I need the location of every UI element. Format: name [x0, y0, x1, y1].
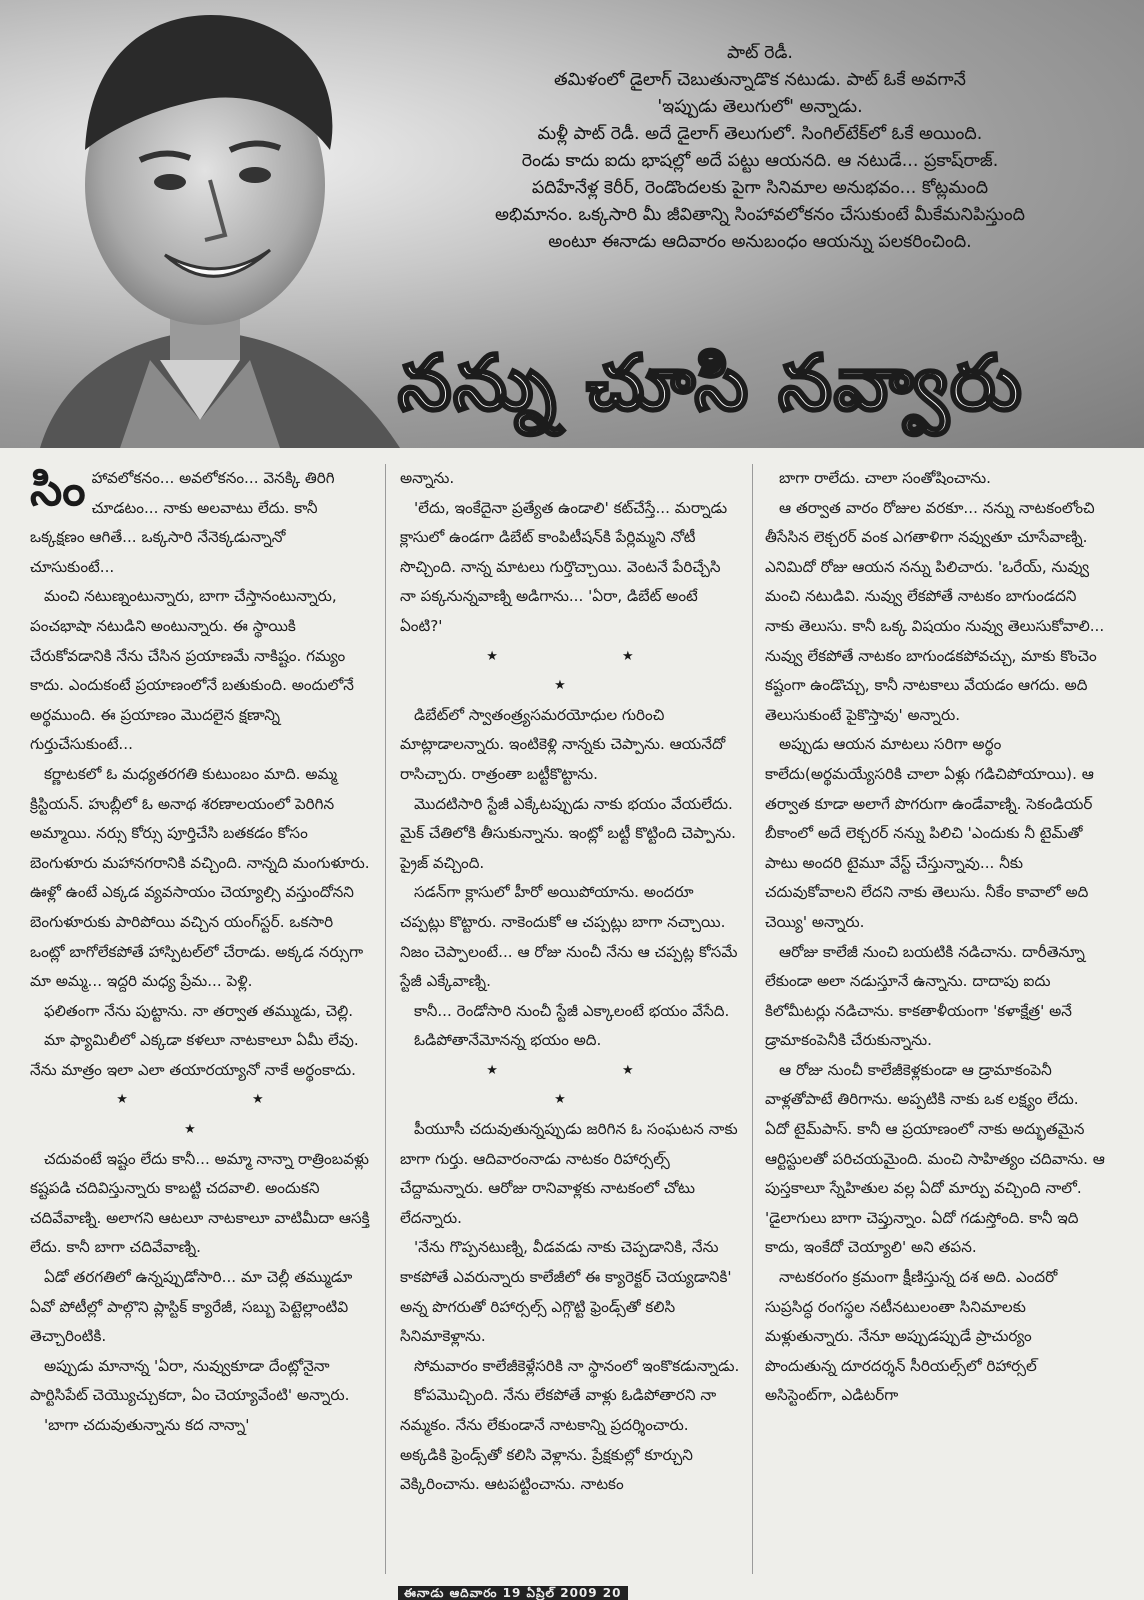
intro-line: 'ఇప్పుడు తెలుగులో' అన్నాడు.	[657, 97, 863, 117]
paragraph: అప్పుడు మానాన్న 'ఏరా, నువ్వుకూడా దేంట్లోనైనా పార్టిసిపేట్ చెయ్యొచ్చుకదా, ఏం చెయ్యావేంటి' అన్నారు.	[30, 1356, 350, 1405]
paragraph: కర్ణాటకలో ఓ మధ్యతరగతి కుటుంబం మాది. అమ్మ క్రిస్టియన్. హుబ్లీలో ఓ అనాథ శరణాలయంలో పెరిగిన అమ్మాయి. నర్సు కోర్సు పూర్తిచేసి బతకడం కోసం బెంగుళూరు మహానగరానికి వచ్చింది. నాన్నది మంగుళూరు. ఊళ్లో ఉంటే ఎక్కడ వ్యవసాయం చెయ్యాల్సి వస్తుందోనని బెంగుళూరుకు పారిపోయి వచ్చిన యంగ్‌స్టర్. ఒకసారి ఒంట్లో బాగోలేకపోతే హాస్పిటల్‌లో చేరాడు. అక్కడ నర్సుగా మా అమ్మ... ఇద్దరి మధ్య ప్రేమ... పెళ్లి.	[30, 764, 370, 991]
section-separator: ★ ★ ★	[116, 1092, 324, 1138]
intro-line: మళ్లీ పాట్ రెడీ. అదే డైలాగ్ తెలుగులో. సింగిల్‌టేక్‌లో ఓకే అయింది.	[537, 124, 983, 144]
paragraph: మంచి నటుణ్నంటున్నారు, బాగా చేస్తానంటున్నారు, పంచభాషా నటుడిని అంటున్నారు. ఈ స్థాయికి చేరుకోవడానికి నేను చేసిన ప్రయాణమే నాకిష్టం. గమ్యం కాదు. ఎందుకంటే ప్రయాణంలోనే బతుకుంది. అందులోనే అర్థముంది. ఈ ప్రయాణం మొదలైన క్షణాన్ని గుర్తుచేసుకుంటే...	[30, 587, 354, 754]
paragraph: సోమవారం కాలేజీకెళ్లేసరికి నా స్థానంలో ఇంకొకడున్నాడు.	[414, 1356, 740, 1375]
intro-text	[400, 40, 1120, 256]
paragraph: 'నేను గొప్పనటుణ్ని, వీడవడు నాకు చెప్పడానికి, నేను కాకపోతే ఎవరున్నారు కాలేజీలో ఈ క్యారెక్టర్ చెయ్యడానికి' అన్న పొగరుతో రిహార్సల్స్ ఎగ్గొట్టి ఫ్రెండ్స్‌తో కలిసి సినిమాకెళ్లాను.	[400, 1238, 732, 1346]
column-2	[400, 464, 740, 1500]
intro-line: పాట్ రెడీ.	[726, 43, 793, 63]
intro-line: అంటూ ఈనాడు ఆదివారం అనుబంధం ఆయన్ను పలకరించింది.	[548, 232, 972, 252]
page-footer	[0, 1586, 1144, 1600]
paragraph: మా ఫ్యామిలీలో ఎక్కడా కళలూ నాటకాలూ ఏమీ లేవు. నేను మాత్రం ఇలా ఎలా తయారయ్యానో నాకే అర్థంకాదు.	[30, 1031, 359, 1079]
paragraph: కానీ... రెండోసారి నుంచీ స్టేజీ ఎక్కాలంటే భయం వేసేది.	[414, 1001, 730, 1020]
paragraph: ఆ రోజు నుంచీ కాలేజీకెళ్లకుండా ఆ డ్రామాకంపెనీ వాళ్లతోపాటే తిరిగాను. అప్పటికి నాకు ఒక లక్ష్యం లేదు. ఏదో టైమ్‌పాస్. కానీ ఆ ప్రయాణంలో నాకు అద్భుతమైన ఆర్టిస్టులతో పరిచయమైంది. మంచి సాహిత్యం చదివాను. ఆ పుస్తకాలూ స్నేహితుల వల్ల ఏదో మార్పు వచ్చింది నాలో. 'డైలాగులు బాగా చెప్తున్నాం. ఏదో గడుస్తోంది. కానీ ఇది కాదు, ఇంకేదో చెయ్యాలి' అని తపన.	[765, 1060, 1105, 1257]
paragraph: ఆరోజు కాలేజీ నుంచి బయటికి నడిచాను. దారీతెన్నూ లేకుండా అలా నడుస్తూనే ఉన్నాను. దాదాపు ఐదు కిలోమీటర్లు నడిచాను. కాకతాళీయంగా 'కళాక్షేత్ర' అనే డ్రామాకంపెనీకి చేరుకున్నాను.	[765, 942, 1085, 1050]
paragraph: అప్పుడు ఆయన మాటలు సరిగా అర్థం కాలేదు(అర్థమయ్యేసరికి చాలా ఏళ్లు గడిచిపోయాయి). ఆ తర్వాత కూడా అలాగే పొగరుగా ఉండేవాణ్ని. సెకండియర్ బీకాంలో అదే లెక్చరర్ నన్ను పిలిచి 'ఎందుకు నీ టైమ్‌తో పాటు అందరి టైమూ వేస్ట్ చేస్తున్నావు... నీకు చదువుకోవాలని లేదని నాకు తెలుసు. నీకేం కావాలో అది చెయ్యి' అన్నారు.	[765, 735, 1094, 931]
article-body	[30, 464, 1110, 1574]
paragraph: డిబేట్‌లో స్వాతంత్ర్యసమరయోధుల గురించి మాట్లాడాలన్నారు. ఇంటికెళ్లి నాన్నకు చెప్పాను. ఆయనేదో రాసిచ్చారు. రాత్రంతా బట్టీకొట్టాను.	[400, 705, 726, 783]
intro-line: అభిమానం. ఒక్కసారి మీ జీవితాన్ని సింహావలోకనం చేసుకుంటే మీకేమనిపిస్తుంది	[495, 205, 1025, 225]
paragraph: అన్నాను.	[400, 469, 455, 487]
paragraph: బాగా రాలేదు. చాలా సంతోషించాను.	[779, 469, 991, 487]
column-3	[765, 464, 1105, 1411]
intro-line: తమిళంలో డైలాగ్ చెబుతున్నాడొక నటుడు. పాట్ ఓకే అవగానే	[554, 70, 966, 90]
section-separator: ★ ★ ★	[486, 648, 694, 694]
article-headline: నన్ను చూసి నవ్వారు	[398, 338, 1024, 427]
drop-cap: సిం	[30, 462, 86, 516]
paragraph: ఓడిపోతానేమోనన్న భయం అది.	[414, 1031, 602, 1050]
paragraph: నాటకరంగం క్రమంగా క్షీణిస్తున్న దశ అది. ఎందరో సుప్రసిద్ధ రంగస్థల నటీనటులంతా సినిమాలకు మళ్లుతున్నారు. నేనూ అప్పుడప్పుడే ప్రాచుర్యం పొందుతున్న దూరదర్శన్ సీరియల్స్‌లో రిహార్సల్ అసిస్టెంట్‌గా, ఎడిటర్‌గా	[765, 1268, 1058, 1405]
intro-line: పదిహేనేళ్ల కెరీర్, రెండొందలకు పైగా సినిమాల అనుభవం... కోట్లమంది	[531, 178, 989, 198]
portrait-photo	[0, 0, 420, 448]
paragraph: పీయూసీ చదువుతున్నప్పుడు జరిగిన ఓ సంఘటన నాకు బాగా గుర్తు. ఆదివారంనాడు నాటకం రిహార్సల్స్ చేద్దామన్నారు. ఆరోజు రానివాళ్లకు నాటకంలో చోటు లేదన్నారు.	[400, 1120, 738, 1227]
column-1	[30, 464, 370, 1441]
paragraph: సడన్‌గా క్లాసులో హీరో అయిపోయాను. అందరూ చప్పట్లు కొట్టారు. నాకెందుకో ఆ చప్పట్లు బాగా నచ్చాయి. నిజం చెప్పాలంటే... ఆ రోజు నుంచీ నేను ఆ చప్పట్ల కోసమే స్టేజీ ఎక్కేవాణ్ని.	[400, 883, 738, 991]
paragraph: ఆ తర్వాత వారం రోజుల వరకూ... నన్ను నాటకంలోంచి తీసేసిన లెక్చరర్ వంక ఎగతాళిగా నవ్వుతూ చూసేవాణ్ని. ఎనిమిదో రోజు ఆయన నన్ను పిలిచారు. 'ఒరేయ్, నువ్వు మంచి నటుడివి. నువ్వు లేకపోతే నాటకం బాగుండదని నాకు తెలుసు. కానీ ఒక్క విషయం నువ్వు తెలుసుకోవాలి... నువ్వు లేకపోతే నాటకం బాగుండకపోవచ్చు, మాకు కొంచెం కష్టంగా ఉండొచ్చు, కానీ నాటకాలు వేయడం ఆగదు. అది తెలుసుకుంటే పైకొస్తావు' అన్నారు.	[765, 498, 1105, 724]
paragraph: ఏడో తరగతిలో ఉన్నప్పుడోసారి... మా చెల్లీ తమ్ముడూ ఏవో పోటీల్లో పాల్గొని ప్లాస్టిక్ క్యారేజీ, సబ్బు పెట్టెల్లాంటివి తెచ్చారింటికి.	[30, 1268, 353, 1346]
intro-line: రెండు కాదు ఐదు భాషల్లో అదే పట్టు ఆయనది. ఆ నటుడే... ప్రకాష్‌రాజ్.	[521, 151, 999, 171]
paragraph: 'లేదు, ఇంకేదైనా ప్రత్యేత ఉండాలి' కట్‌చేస్తే... మర్నాడు క్లాసులో ఉండగా డిబేట్ కాంపిటీషన్‌కి పేర్లిమ్మని నోటీ సొచ్చింది. నాన్న మాటలు గుర్తొచ్చాయి. వెంటనే పేరిచ్చేసి నా పక్కనున్నవాణ్ని అడిగాను... 'ఏరా, డిబేట్ అంటే ఏంటి?'	[400, 498, 728, 635]
paragraph: హావలోకనం... అవలోకనం... వెనక్కి తిరిగి చూడటం... నాకు అలవాటు లేదు. కానీ ఒక్కక్షణం ఆగితే... ఒక్కసారి నేనెక్కడున్నానో చూసుకుంటే...	[30, 469, 335, 576]
paragraph: ఫలితంగా నేను పుట్టాను. నా తర్వాత తమ్ముడు, చెల్లి.	[44, 1001, 354, 1020]
paragraph: చదువంటే ఇష్టం లేదు కానీ... అమ్మా నాన్నా రాత్రింబవళ్లు కష్టపడి చదివిస్తున్నారు కాబట్టి చదవాలి. అందుకని చదివేవాణ్ని. అలాగని ఆటలూ నాటకాలూ వాటిమీదా ఆసక్తి లేదు. కానీ బాగా చదివేవాణ్ని.	[30, 1149, 370, 1257]
footer-issue-info: ఈనాడు ఆదివారం 19 ఏప్రిల్ 2009 20	[398, 1586, 628, 1600]
header-banner	[0, 0, 1144, 448]
paragraph: మొదటిసారి స్టేజీ ఎక్కేటప్పుడు నాకు భయం వేయలేదు. మైక్ చేతిలోకి తీసుకున్నాను. ఇంట్లో బట్టీ కొట్టింది చెప్పాను. ప్రైజ్ వచ్చింది.	[400, 794, 736, 872]
paragraph: 'బాగా చదువుతున్నాను కద నాన్నా'	[44, 1416, 250, 1434]
paragraph: కోపమొచ్చింది. నేను లేకపోతే వాళ్లు ఓడిపోతారని నా నమ్మకం. నేను లేకుండానే నాటకాన్ని ప్రదర్శించారు. అక్కడికి ఫ్రెండ్స్‌తో కలిసి వెళ్లాను. ప్రేక్షకుల్లో కూర్చుని వెక్కిరించాను. ఆటపట్టించాను. నాటకం	[400, 1386, 717, 1494]
section-separator: ★ ★ ★	[486, 1062, 694, 1108]
